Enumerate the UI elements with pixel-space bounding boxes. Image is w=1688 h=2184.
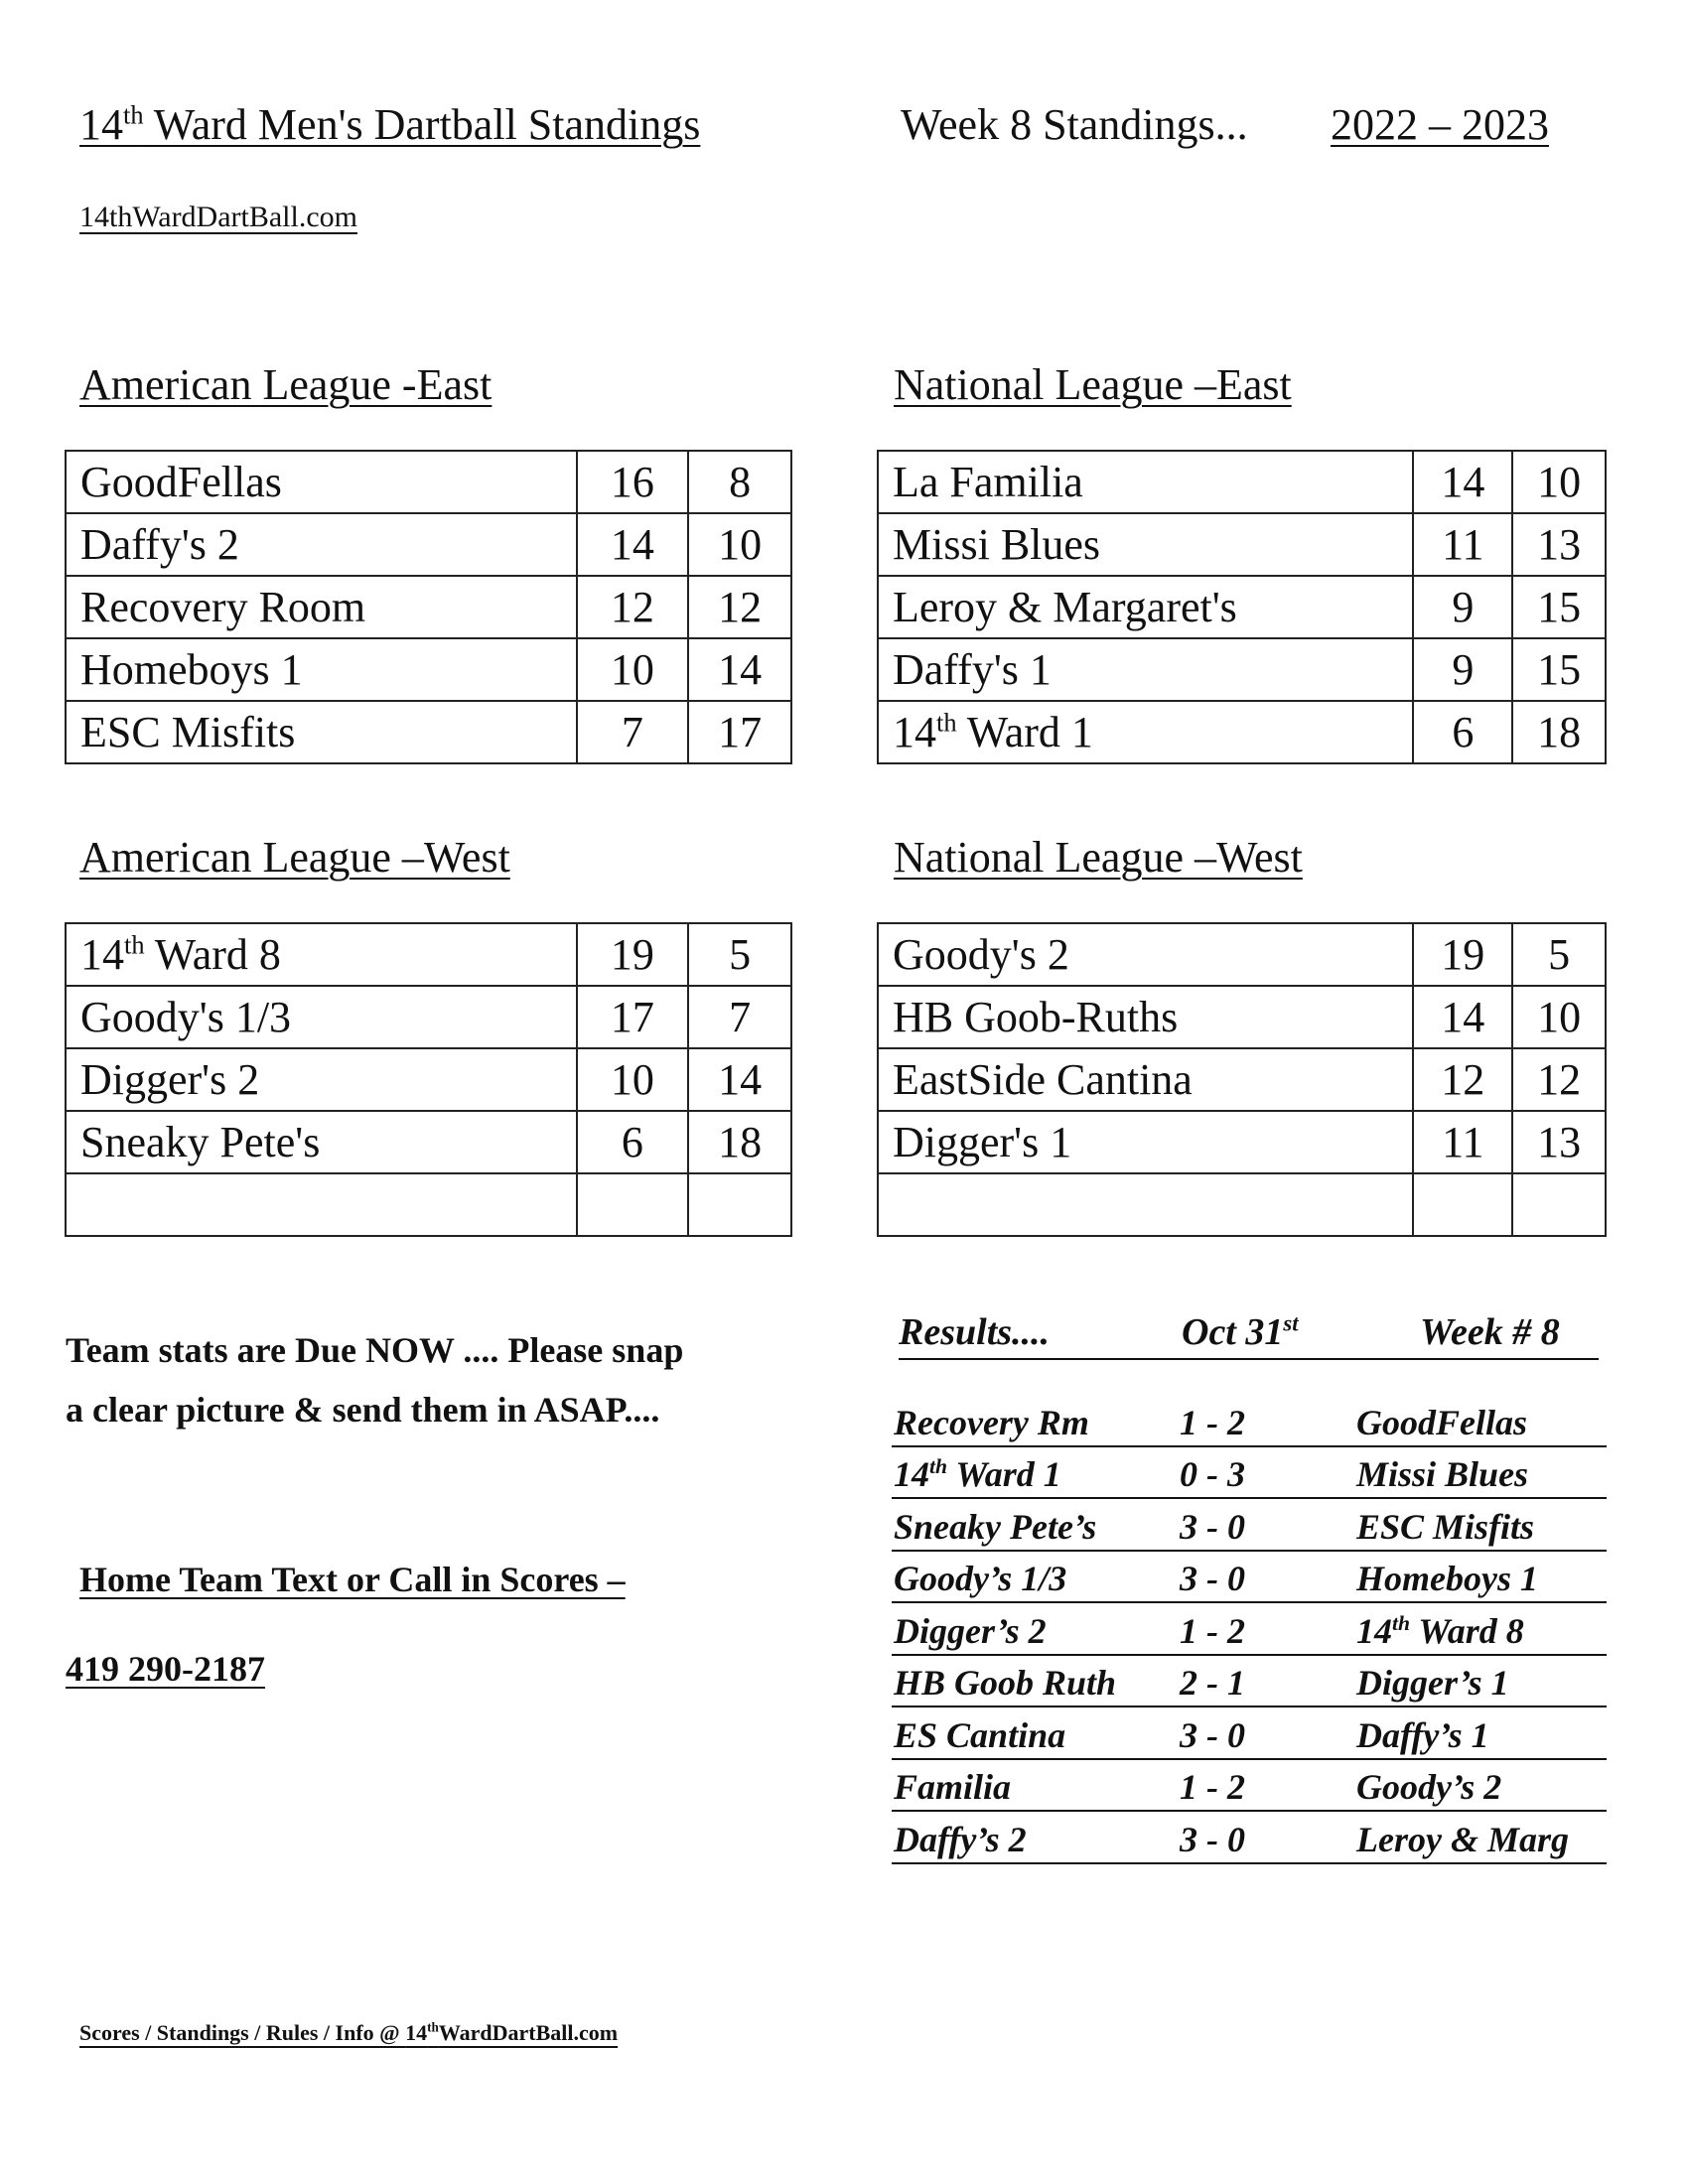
game-score: 1 - 2 (1180, 1767, 1245, 1807)
al-east-table (65, 450, 792, 764)
game-score: 2 - 1 (1180, 1663, 1245, 1703)
table-row (66, 1048, 791, 1111)
team-wins (577, 1173, 689, 1236)
home-team-notice: Home Team Text or Call in Scores – (79, 1560, 626, 1599)
results-header (899, 1310, 1599, 1360)
team-losses: 13 (1512, 513, 1606, 576)
away-team: Goody’s 1/3 (894, 1559, 1067, 1598)
away-team: Familia (894, 1767, 1012, 1807)
result-row (892, 1656, 1607, 1708)
team-wins: 11 (1413, 513, 1512, 576)
nl-east-table (877, 450, 1607, 764)
away-team: Recovery Rm (894, 1402, 1089, 1442)
season-label: 2022 – 2023 (1331, 100, 1549, 149)
footer-text: Scores / Standings / Rules / Info @ (79, 2020, 406, 2045)
team-name: HB Goob-Ruths (878, 986, 1413, 1048)
team-wins: 17 (577, 986, 689, 1048)
results-header-rule (899, 1358, 1599, 1360)
team-name: Goody's 2 (878, 923, 1413, 986)
team-name: Goody's 1/3 (66, 986, 577, 1048)
team-wins: 19 (577, 923, 689, 986)
game-score: 1 - 2 (1180, 1610, 1245, 1651)
team-name: La Familia (878, 451, 1413, 513)
home-team: Leroy & Marg (1356, 1819, 1569, 1859)
results-date: Oct 31st (1182, 1310, 1299, 1353)
team-name: Daffy's 1 (878, 638, 1413, 701)
team-name: Missi Blues (878, 513, 1413, 576)
page-title (79, 99, 700, 150)
table-row (878, 451, 1606, 513)
away-team: ES Cantina (894, 1714, 1066, 1755)
table-row (878, 923, 1606, 986)
table-row (878, 638, 1606, 701)
home-team: Digger’s 1 (1356, 1663, 1509, 1703)
team-losses: 10 (1512, 451, 1606, 513)
home-team: ESC Misfits (1356, 1506, 1535, 1547)
stats-notice-line: a clear picture & send them in ASAP.... (66, 1390, 660, 1430)
team-losses: 5 (1512, 923, 1606, 986)
table-row (66, 923, 791, 986)
al-east-title: American League -East (79, 360, 492, 409)
team-name: GoodFellas (66, 451, 577, 513)
team-name: Recovery Room (66, 576, 577, 638)
table-row (878, 701, 1606, 763)
week-label: Week 8 Standings... (901, 100, 1248, 149)
team-losses: 15 (1512, 576, 1606, 638)
team-name: ESC Misfits (66, 701, 577, 763)
team-name: Daffy's 2 (66, 513, 577, 576)
team-wins: 6 (577, 1111, 689, 1173)
home-team: GoodFellas (1356, 1402, 1528, 1442)
team-losses: 13 (1512, 1111, 1606, 1173)
table-row (66, 451, 791, 513)
results-label: Results.... (899, 1311, 1051, 1353)
team-wins: 14 (577, 513, 689, 576)
results-week: Week # 8 (1420, 1311, 1560, 1353)
result-row (892, 1552, 1607, 1604)
away-team: Daffy’s 2 (894, 1819, 1027, 1859)
nl-east-title: National League –East (894, 360, 1292, 409)
game-score: 0 - 3 (1180, 1454, 1245, 1494)
away-team: Sneaky Pete’s (894, 1506, 1097, 1547)
team-wins: 10 (577, 1048, 689, 1111)
team-name: Homeboys 1 (66, 638, 577, 701)
game-score: 3 - 0 (1180, 1714, 1245, 1755)
stats-notice (66, 1320, 800, 1439)
title-number: 14 (79, 100, 123, 149)
team-wins (1413, 1173, 1512, 1236)
team-losses: 14 (688, 638, 791, 701)
team-losses (688, 1173, 791, 1236)
table-row (878, 1048, 1606, 1111)
team-wins: 14 (1413, 986, 1512, 1048)
team-losses: 10 (1512, 986, 1606, 1048)
title-text: Ward Men's Dartball Standings (143, 100, 701, 149)
team-losses: 12 (688, 576, 791, 638)
footer-site-superscript: th (427, 2019, 439, 2035)
result-row (892, 1447, 1607, 1500)
team-losses: 15 (1512, 638, 1606, 701)
team-name (878, 1173, 1413, 1236)
team-losses (1512, 1173, 1606, 1236)
team-name: EastSide Cantina (878, 1048, 1413, 1111)
al-west-title: American League –West (79, 833, 510, 882)
team-wins: 16 (577, 451, 689, 513)
phone-number[interactable]: 419 290-2187 (66, 1649, 265, 1689)
team-losses: 18 (1512, 701, 1606, 763)
team-losses: 17 (688, 701, 791, 763)
result-row (892, 1812, 1607, 1864)
team-wins: 7 (577, 701, 689, 763)
website-link[interactable]: 14thWardDartBall.com (79, 201, 358, 233)
home-team: Daffy’s 1 (1356, 1714, 1489, 1755)
table-row (66, 986, 791, 1048)
away-team: Digger’s 2 (894, 1610, 1047, 1651)
game-score: 1 - 2 (1180, 1402, 1245, 1442)
table-row (66, 1173, 791, 1236)
team-wins: 11 (1413, 1111, 1512, 1173)
footer-site-number: 14 (405, 2020, 428, 2045)
team-name (66, 1173, 577, 1236)
footer-site[interactable]: WardDartBall.com (438, 2020, 619, 2045)
home-team: Missi Blues (1356, 1454, 1529, 1494)
team-wins: 14 (1413, 451, 1512, 513)
nl-west-table (877, 922, 1607, 1237)
table-row (66, 638, 791, 701)
table-row (878, 576, 1606, 638)
result-row (892, 1395, 1607, 1447)
team-wins: 12 (577, 576, 689, 638)
team-losses: 7 (688, 986, 791, 1048)
home-team: Goody’s 2 (1356, 1767, 1502, 1807)
result-row (892, 1499, 1607, 1552)
team-losses: 8 (688, 451, 791, 513)
game-score: 3 - 0 (1180, 1819, 1245, 1859)
footer (79, 2020, 618, 2046)
team-wins: 6 (1413, 701, 1512, 763)
title-superscript: th (123, 99, 144, 130)
table-row (66, 513, 791, 576)
team-losses: 18 (688, 1111, 791, 1173)
al-west-table (65, 922, 792, 1237)
team-name: Leroy & Margaret's (878, 576, 1413, 638)
home-team: 14th Ward 8 (1356, 1610, 1524, 1651)
team-name: Digger's 2 (66, 1048, 577, 1111)
team-name: Digger's 1 (878, 1111, 1413, 1173)
game-score: 3 - 0 (1180, 1559, 1245, 1598)
result-row (892, 1603, 1607, 1656)
table-row (878, 1173, 1606, 1236)
team-name: 14th Ward 1 (878, 701, 1413, 763)
table-row (878, 1111, 1606, 1173)
home-team: Homeboys 1 (1356, 1559, 1538, 1598)
team-wins: 19 (1413, 923, 1512, 986)
table-row (66, 576, 791, 638)
results-list (892, 1395, 1607, 1864)
stats-notice-line: Team stats are Due NOW .... Please snap (66, 1330, 684, 1370)
table-row (878, 986, 1606, 1048)
team-losses: 10 (688, 513, 791, 576)
team-wins: 12 (1413, 1048, 1512, 1111)
team-wins: 9 (1413, 638, 1512, 701)
result-row (892, 1760, 1607, 1813)
away-team: 14th Ward 1 (894, 1454, 1061, 1494)
team-wins: 10 (577, 638, 689, 701)
table-row (66, 701, 791, 763)
team-name: 14th Ward 8 (66, 923, 577, 986)
result-row (892, 1707, 1607, 1760)
team-losses: 12 (1512, 1048, 1606, 1111)
table-row (66, 1111, 791, 1173)
table-row (878, 513, 1606, 576)
team-name: Sneaky Pete's (66, 1111, 577, 1173)
nl-west-title: National League –West (894, 833, 1303, 882)
team-losses: 5 (688, 923, 791, 986)
team-wins: 9 (1413, 576, 1512, 638)
team-losses: 14 (688, 1048, 791, 1111)
game-score: 3 - 0 (1180, 1506, 1245, 1547)
away-team: HB Goob Ruth (894, 1663, 1117, 1703)
